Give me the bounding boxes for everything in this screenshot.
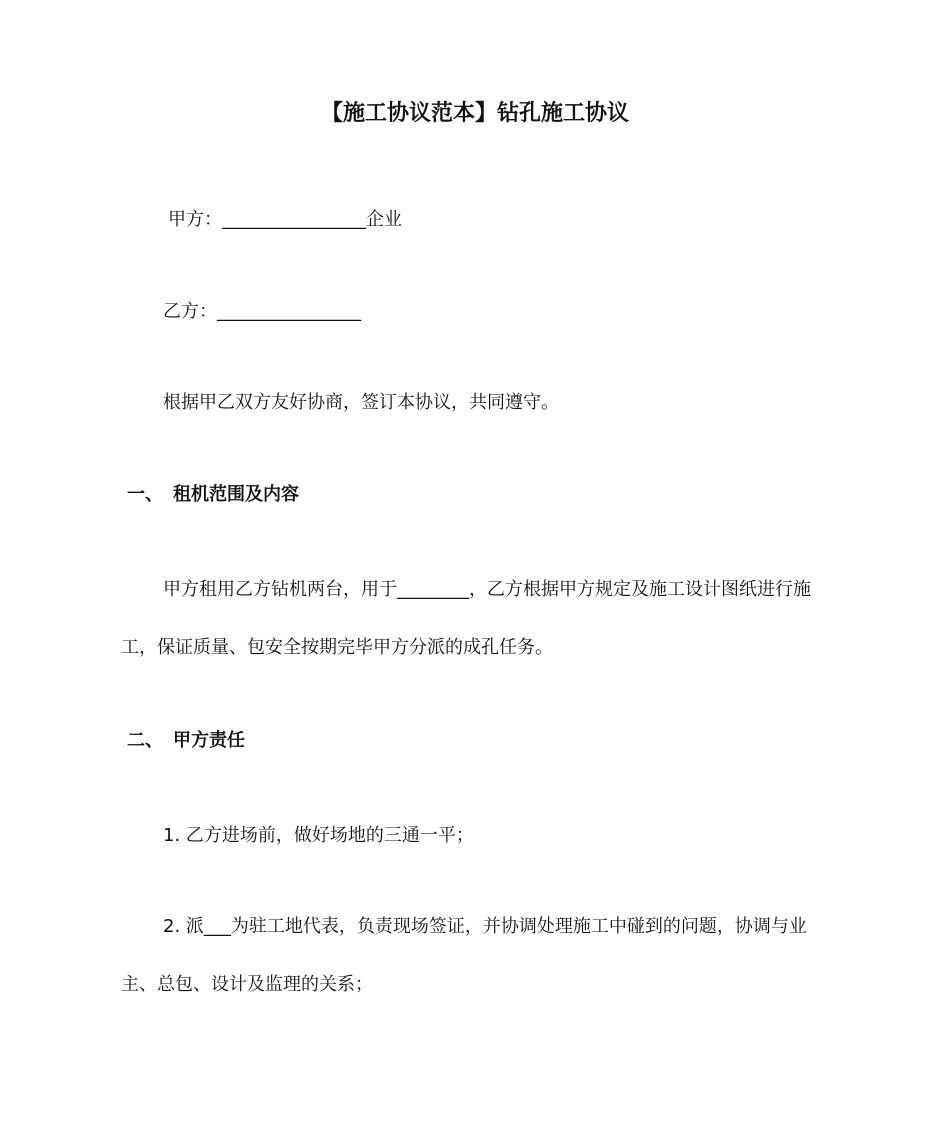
section-1-paragraph-line-1: 甲方租用乙方钻机两台，用于________，乙方根据甲方规定及施工设计图纸进行施 [163,579,811,600]
section-1-heading [127,483,299,507]
party-a-line: 甲方：________________企业 [168,209,402,230]
section-1-number: 一、 [127,484,163,505]
document-title: 【施工协议范本】钻孔施工协议 [320,101,629,126]
section-2-title: 甲方责任 [173,730,245,751]
section-2-item-1: 1. 乙方进场前，做好场地的三通一平； [163,825,474,846]
section-1-title: 租机范围及内容 [173,484,299,505]
section-2-number: 二、 [127,730,163,751]
section-1-paragraph-line-2: 工，保证质量、包安全按期完毕甲方分派的成孔任务。 [121,637,553,658]
intro-paragraph: 根据甲乙双方友好协商，签订本协议，共同遵守。 [163,392,559,413]
section-2-item-2-line-1: 2. 派___为驻工地代表，负责现场签证，并协调处理施工中碰到的问题，协调与业 [163,916,807,937]
section-2-item-2-line-2: 主、总包、设计及监理的关系； [121,974,373,995]
party-b-line: 乙方：________________ [163,301,361,322]
section-2-heading [127,729,245,753]
